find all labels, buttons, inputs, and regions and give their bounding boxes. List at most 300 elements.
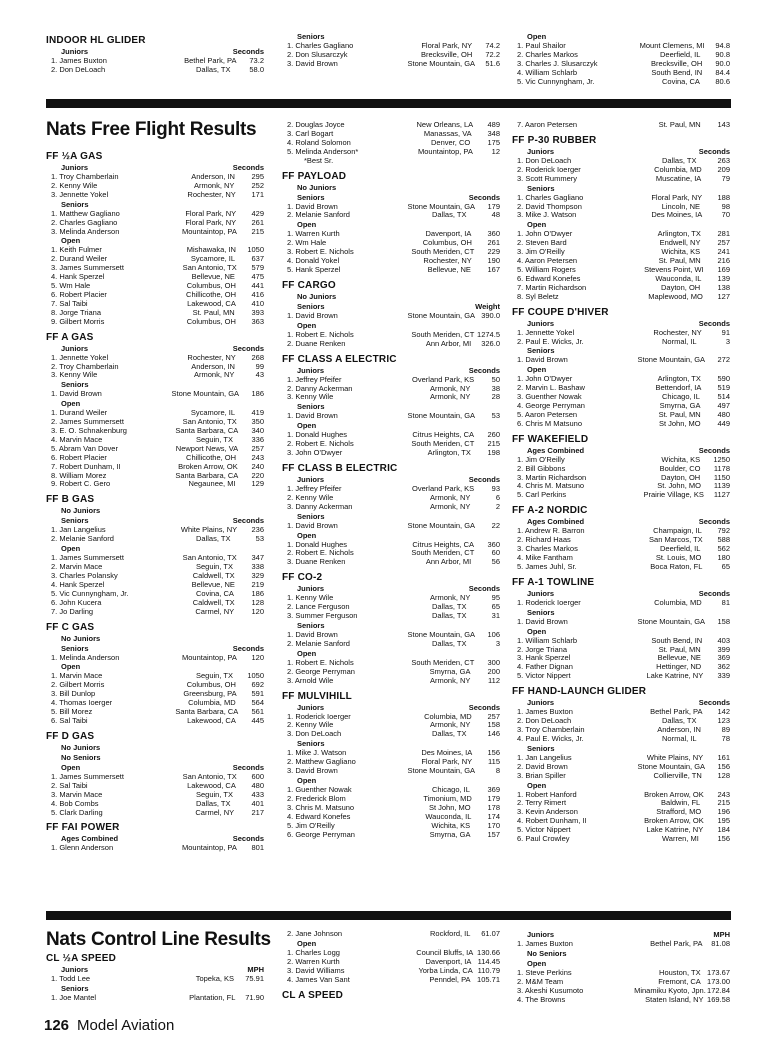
result-value: 120	[251, 606, 264, 616]
competitor-name: 1. Jeffrey Pfeifer	[287, 374, 342, 384]
result-value: 1139	[713, 481, 730, 491]
competitor-name: 1. James Summersett	[51, 771, 124, 781]
result-row	[512, 338, 730, 347]
competitor-name: 1. Paul Shailor	[517, 41, 566, 50]
competitor-city: Stone Mountain, GA	[407, 58, 476, 68]
competitor-city: Stone Mountain, GA	[171, 389, 240, 399]
result-value: 179	[487, 793, 500, 803]
result-value: 93	[491, 483, 500, 493]
category-label: Seniors	[527, 346, 555, 356]
competitor-name: 1. Jan Langelius	[517, 752, 572, 762]
unit-label: Seconds	[698, 698, 730, 708]
competitor-name: 3. Bill Dunlop	[51, 689, 96, 699]
category-header	[61, 743, 264, 753]
competitor-city: Lincoln, NE	[661, 201, 701, 211]
competitor-city: Maplewood, MO	[648, 291, 703, 301]
competitor-name: 1. Robert E. Nichols	[287, 657, 354, 667]
result-row	[282, 393, 500, 402]
competitor-city: Wauconda, IL	[655, 273, 702, 283]
competitor-city: Caldwell, TX	[192, 597, 235, 607]
result-value: 3	[725, 336, 730, 346]
result-value: 190	[487, 256, 500, 266]
competitor-city: Arlington, TX	[427, 448, 471, 458]
competitor-city: Stone Mountain, GA	[407, 310, 476, 320]
result-value: 79	[721, 173, 730, 183]
result-value: 112	[488, 675, 500, 685]
category-label: Ages Combined	[527, 445, 585, 455]
competitor-city: Houston, TX	[659, 967, 701, 977]
competitor-name: 2. Marvin L. Bashaw	[517, 383, 585, 393]
result-value: 590	[717, 374, 730, 384]
competitor-city: Brecksville, OH	[651, 58, 703, 68]
result-row	[512, 491, 730, 500]
competitor-name: 1. James Summersett	[51, 553, 124, 563]
competitor-city: Broken Arrow, OK	[178, 461, 238, 471]
competitor-city: Stevens Point, WI	[644, 264, 704, 274]
competitor-name: 4. Bob Combs	[51, 798, 99, 808]
result-value: 445	[251, 715, 264, 725]
result-value: 390.0	[481, 310, 500, 320]
result-value: 588	[717, 535, 730, 545]
result-value: 369	[487, 784, 500, 794]
competitor-city: Columbus, OH	[422, 238, 472, 248]
category-header	[61, 634, 264, 644]
event-title: FF WAKEFIELD	[512, 433, 589, 445]
result-value: 28	[491, 392, 500, 402]
competitor-city: Deerfield, IL	[659, 544, 701, 554]
category-label: Open	[61, 399, 81, 409]
result-row	[282, 412, 500, 421]
result-value: 257	[487, 711, 500, 721]
competitor-name: 8. Syl Beletz	[517, 291, 559, 301]
competitor-city: Mountaintop, PA	[417, 146, 473, 156]
category-label: No Juniors	[61, 742, 101, 752]
result-value: 71.90	[245, 992, 264, 1002]
result-value: 56	[491, 557, 500, 567]
result-value: 261	[251, 217, 264, 227]
competitor-name: 5. Hank Sperzel	[287, 264, 341, 274]
result-value: 562	[717, 544, 730, 554]
competitor-city: Columbia, MD	[424, 711, 472, 721]
result-value: 53	[491, 411, 500, 421]
competitor-name: 5. Carl Perkins	[517, 490, 567, 500]
result-value: 260	[487, 430, 500, 440]
competitor-city: Ann Arbor, MI	[425, 557, 472, 567]
competitor-city: South Meriden, CT	[411, 439, 475, 449]
competitor-city: Davenport, IA	[425, 229, 472, 239]
result-row	[282, 266, 500, 275]
category-label: Seniors	[297, 511, 325, 521]
competitor-city: Anderson, IN	[191, 361, 235, 371]
magazine-title: Model Aviation	[77, 1017, 175, 1034]
top-col-2	[282, 32, 500, 69]
category-label: Open	[297, 421, 317, 431]
result-row	[512, 293, 730, 302]
competitor-city: South Meriden, CT	[411, 657, 475, 667]
unit-label: Seconds	[698, 517, 730, 527]
competitor-name: 3. Chris M. Matsuno	[287, 802, 355, 812]
result-value: 171	[251, 189, 264, 199]
competitor-city: Wauconda, IL	[425, 811, 472, 821]
result-value: 792	[717, 526, 730, 536]
competitor-name: 3. Carl Bogart	[287, 128, 334, 138]
result-value: 184	[717, 825, 730, 835]
result-row	[46, 809, 264, 818]
result-value: 519	[717, 383, 730, 393]
competitor-name: 2. Paul E. Wicks, Jr.	[517, 336, 584, 346]
section-divider-bottom	[46, 911, 731, 920]
competitor-name: 2. Lance Ferguson	[287, 602, 350, 612]
competitor-city: Seguin, TX	[196, 434, 233, 444]
result-value: 350	[251, 417, 264, 427]
competitor-city: White Plains, NY	[646, 752, 704, 762]
category-label: No Juniors	[297, 291, 337, 301]
unit-label: Seconds	[698, 146, 730, 156]
competitor-name: 2. Jane Johnson	[287, 929, 343, 938]
competitor-name: 6. Sal Taibi	[51, 715, 88, 725]
competitor-city: Citrus Heights, CA	[412, 430, 475, 440]
competitor-name: 2. Gilbert Morris	[51, 680, 105, 690]
competitor-name: 4. George Perryman	[517, 401, 585, 411]
result-value: 195	[717, 816, 730, 826]
competitor-name: 2. Kenny Wile	[287, 720, 334, 730]
competitor-city: St. Paul, MN	[192, 307, 235, 317]
competitor-name: 3. Summer Ferguson	[287, 611, 358, 621]
result-value: 360	[487, 229, 500, 239]
result-value: 179	[487, 201, 500, 211]
category-label: Juniors	[527, 146, 555, 156]
footnote: *Best Sr.	[304, 155, 334, 165]
result-value: 53	[255, 534, 264, 544]
unit-label: Seconds	[698, 445, 730, 455]
competitor-city: Mountaintop, PA	[181, 843, 237, 853]
result-value: 243	[717, 789, 730, 799]
competitor-name: 6. Robert Placier	[51, 289, 107, 299]
competitor-city: Columbus, OH	[186, 680, 236, 690]
result-value: 416	[251, 289, 264, 299]
result-value: 139	[717, 273, 730, 283]
competitor-name: 1. Marvin Mace	[51, 671, 103, 681]
competitor-name: 1. David Brown	[51, 389, 102, 399]
result-value: 1178	[713, 463, 730, 473]
competitor-city: Broken Arrow, OK	[644, 789, 704, 799]
category-label: Juniors	[61, 343, 89, 353]
result-value: 272	[717, 355, 730, 365]
category-label: No Juniors	[61, 633, 101, 643]
result-value: 48	[491, 210, 500, 220]
event-title: FF A GAS	[46, 331, 94, 343]
result-value: 123	[717, 716, 730, 726]
competitor-name: 2. Duane Renken	[287, 338, 346, 348]
competitor-city: Chicago, IL	[432, 784, 470, 794]
competitor-city: Floral Park, NY	[651, 192, 703, 202]
result-row	[282, 211, 500, 220]
competitor-city: Staten Island, NY	[645, 994, 704, 1004]
competitor-city: Wichita, KS	[431, 820, 471, 830]
result-value: 186	[251, 389, 264, 399]
result-value: 403	[717, 635, 730, 645]
event-title: FF CO-2	[282, 572, 323, 584]
competitor-city: Mount Clemens, MI	[639, 41, 705, 50]
result-row	[282, 522, 500, 531]
category-label: Open	[61, 662, 81, 672]
category-label: Seniors	[297, 621, 325, 630]
competitor-city: Lake Katrine, NY	[646, 825, 704, 835]
category-header	[297, 183, 500, 193]
category-header	[527, 949, 730, 959]
competitor-city: Dallas, TX	[662, 716, 697, 726]
category-label: Open	[61, 762, 81, 772]
competitor-name: 4. Mike Fantham	[517, 553, 573, 562]
unit-label: Seconds	[232, 47, 264, 56]
result-value: 419	[251, 408, 264, 418]
result-value: 91	[721, 327, 730, 337]
unit-label: Seconds	[468, 474, 500, 484]
competitor-name: 2. Melanie Sanford	[287, 210, 350, 220]
category-label: Open	[61, 544, 81, 554]
category-label: No Juniors	[61, 506, 101, 516]
result-value: 347	[251, 553, 264, 563]
result-value: 50	[491, 374, 500, 384]
competitor-name: 1. Joe Mantel	[51, 992, 97, 1002]
result-value: 243	[251, 452, 264, 462]
result-value: 1150	[713, 472, 730, 482]
competitor-name: 5. James Juhl, Sr.	[517, 561, 577, 571]
competitor-name: 1. William Schlarb	[517, 635, 578, 645]
competitor-name: 7. Martin Richardson	[517, 282, 587, 292]
result-value: 215	[487, 439, 500, 449]
category-label: No Seniors	[61, 752, 101, 762]
unit-label: Seconds	[468, 584, 500, 594]
competitor-city: Plantation, FL	[189, 992, 236, 1002]
competitor-city: Stone Mountain, GA	[407, 630, 476, 639]
result-value: 8	[495, 766, 500, 776]
result-value: 198	[487, 448, 500, 458]
category-label: Ages Combined	[61, 834, 119, 844]
competitor-name: 5. Aaron Petersen	[517, 409, 578, 419]
category-label: Juniors	[61, 965, 89, 974]
result-value: 22	[491, 520, 500, 530]
competitor-name: 2. Terry Rimert	[517, 798, 567, 808]
competitor-name: 2. Marvin Mace	[51, 562, 103, 572]
result-value: 591	[251, 689, 264, 699]
result-row	[512, 996, 730, 1005]
unit-label: MPH	[713, 930, 730, 939]
competitor-city: Bellevue, NE	[427, 264, 471, 274]
ff-col-1	[46, 146, 264, 853]
result-value: 215	[717, 798, 730, 808]
competitor-name: 4. Father Dignan	[517, 662, 573, 672]
competitor-city: Lakewood, CA	[187, 298, 236, 308]
competitor-name: 2. Sal Taibi	[51, 780, 88, 790]
result-value: 157	[487, 829, 500, 839]
result-value: 339	[717, 671, 730, 681]
result-value: 410	[251, 298, 264, 308]
competitor-city: Bethel Park, PA	[184, 56, 237, 65]
result-row	[46, 480, 264, 489]
competitor-name: 5. Victor Nippert	[517, 671, 571, 681]
competitor-city: Floral Park, NY	[421, 757, 473, 767]
competitor-name: 3. David Williams	[287, 965, 345, 975]
competitor-city: Ann Arbor, MI	[425, 338, 472, 348]
competitor-name: 4. The Browns	[517, 994, 566, 1004]
result-value: 399	[717, 644, 730, 654]
result-value: 236	[251, 525, 264, 535]
result-value: 564	[251, 698, 264, 708]
competitor-name: 1. David Brown	[287, 310, 338, 320]
result-row	[512, 420, 730, 429]
category-label: Open	[297, 220, 317, 230]
result-value: 295	[251, 172, 264, 181]
result-value: 158	[487, 720, 500, 730]
competitor-city: Covina, CA	[662, 76, 700, 86]
event-title: FF CARGO	[282, 279, 336, 291]
competitor-name: 8. Jorge Triana	[51, 307, 102, 317]
competitor-name: 2. Danny Ackerman	[287, 383, 353, 393]
competitor-city: Floral Park, NY	[421, 41, 473, 50]
competitor-name: 4. James Van Sant	[287, 974, 350, 984]
competitor-name: 2. Steven Bard	[517, 238, 567, 248]
competitor-city: Bellevue, NE	[657, 653, 701, 663]
result-row	[282, 640, 500, 649]
competitor-city: Dallas, TX	[196, 64, 231, 74]
unit-label: Seconds	[232, 762, 264, 772]
competitor-name: 1. Matthew Gagliano	[51, 208, 120, 218]
competitor-city: San Antonio, TX	[182, 417, 237, 427]
competitor-name: 4. Paul E. Wicks, Jr.	[517, 733, 584, 743]
unit-label: Seconds	[468, 702, 500, 712]
result-value: 441	[251, 281, 264, 291]
competitor-name: 1. Troy Chamberlain	[51, 172, 119, 181]
result-row	[282, 612, 500, 621]
result-value: 340	[251, 426, 264, 436]
competitor-city: Seguin, TX	[196, 789, 233, 799]
competitor-name: 1. David Brown	[517, 616, 568, 626]
competitor-name: 5. Jim O'Reilly	[287, 820, 335, 830]
result-row	[282, 60, 500, 69]
result-value: 174	[487, 811, 500, 821]
category-label: Open	[297, 320, 317, 330]
result-row	[512, 356, 730, 365]
event-title: FF C GAS	[46, 621, 95, 633]
competitor-city: Anderson, IN	[191, 172, 235, 181]
competitor-name: 3. Charles J. Slusarczyk	[517, 58, 598, 68]
competitor-name: 4. Hank Sperzel	[51, 579, 105, 589]
category-header	[527, 781, 730, 791]
top-col-1	[46, 30, 264, 75]
competitor-name: 5. William Rogers	[517, 264, 576, 274]
result-value: 215	[251, 226, 264, 236]
competitor-city: St. John, MO	[657, 481, 701, 491]
competitor-city: Lakewood, CA	[187, 780, 236, 790]
result-value: 497	[717, 401, 730, 411]
result-row	[512, 735, 730, 744]
result-value: 31	[491, 611, 500, 621]
result-value: 130.66	[477, 947, 500, 957]
competitor-city: Caldwell, TX	[192, 571, 235, 580]
competitor-city: Sycamore, IL	[190, 408, 236, 418]
competitor-name: 6. Edward Konefes	[517, 273, 581, 283]
result-row	[282, 976, 500, 985]
result-value: 78	[721, 733, 730, 743]
result-value: 393	[251, 307, 264, 317]
result-row	[512, 175, 730, 184]
competitor-city: Des Moines, IA	[651, 210, 703, 220]
competitor-name: 1. Glenn Anderson	[51, 843, 114, 853]
result-value: 263	[717, 155, 730, 165]
competitor-city: Warren, MI	[662, 834, 699, 844]
category-label: Juniors	[527, 318, 555, 328]
competitor-name: 2. Melanie Sanford	[287, 638, 350, 648]
result-value: 3	[495, 638, 500, 648]
result-value: 348	[487, 128, 500, 138]
competitor-name: 1. John O'Dwyer	[517, 229, 573, 239]
competitor-city: Deerfield, IL	[659, 49, 701, 59]
result-value: 128	[251, 597, 264, 607]
event-title: FF FAI POWER	[46, 822, 120, 834]
competitor-city: Brecksville, OH	[421, 49, 473, 59]
competitor-name: 1. Robert E. Nichols	[287, 329, 354, 339]
category-label: Seniors	[61, 380, 89, 390]
result-value: 1050	[247, 245, 264, 255]
category-label: Open	[527, 365, 547, 375]
result-value: 120	[251, 652, 264, 662]
competitor-name: 1. Durand Weiler	[51, 408, 108, 418]
result-value: 475	[251, 272, 264, 282]
competitor-name: 1. Charles Logg	[287, 947, 340, 957]
result-value: 73.2	[249, 56, 264, 65]
page-number: 126	[44, 1017, 70, 1034]
result-value: 90.8	[715, 49, 730, 59]
competitor-name: 2. James Summersett	[51, 417, 124, 427]
competitor-city: Timonium, MD	[423, 793, 472, 803]
competitor-name: 3. Charles Markos	[517, 544, 578, 554]
result-value: 6	[495, 492, 500, 502]
competitor-city: Broken Arrow, OK	[644, 816, 704, 826]
category-header	[297, 292, 500, 302]
competitor-city: San Antonio, TX	[182, 771, 237, 781]
category-label: Open	[527, 958, 547, 968]
result-row	[46, 535, 264, 544]
competitor-city: Des Moines, IA	[421, 748, 473, 758]
competitor-city: South Meriden, CT	[411, 548, 475, 558]
result-value: 72.2	[485, 49, 500, 59]
competitor-city: Bellevue, NE	[191, 272, 235, 282]
competitor-name: 4. Marvin Mace	[51, 434, 103, 444]
competitor-name: 4. Donald Yokel	[287, 256, 340, 266]
competitor-name: 3. Martin Richardson	[517, 472, 587, 482]
result-row	[282, 730, 500, 739]
competitor-name: 2. Charles Markos	[517, 49, 578, 59]
category-label: Seniors	[527, 607, 555, 617]
competitor-city: Stone Mountain, GA	[407, 766, 476, 776]
result-value: 480	[251, 780, 264, 790]
competitor-city: Armonk, NY	[429, 392, 471, 402]
competitor-name: 1. David Brown	[287, 201, 338, 211]
competitor-name: 4. Roland Solomon	[287, 137, 351, 147]
unit-label: Seconds	[232, 516, 264, 526]
competitor-city: Stone Mountain, GA	[637, 761, 706, 771]
competitor-city: Collierville, TN	[653, 770, 702, 780]
category-label: Open	[527, 220, 547, 230]
competitor-city: Stone Mountain, GA	[637, 355, 706, 365]
competitor-city: South Meriden, CT	[411, 329, 475, 339]
result-row	[512, 618, 730, 627]
competitor-city: Dayton, OH	[661, 282, 701, 292]
competitor-city: St. Paul, MN	[658, 644, 701, 654]
competitor-city: Armonk, NY	[193, 180, 235, 190]
competitor-name: 5. Clark Darling	[51, 807, 103, 817]
